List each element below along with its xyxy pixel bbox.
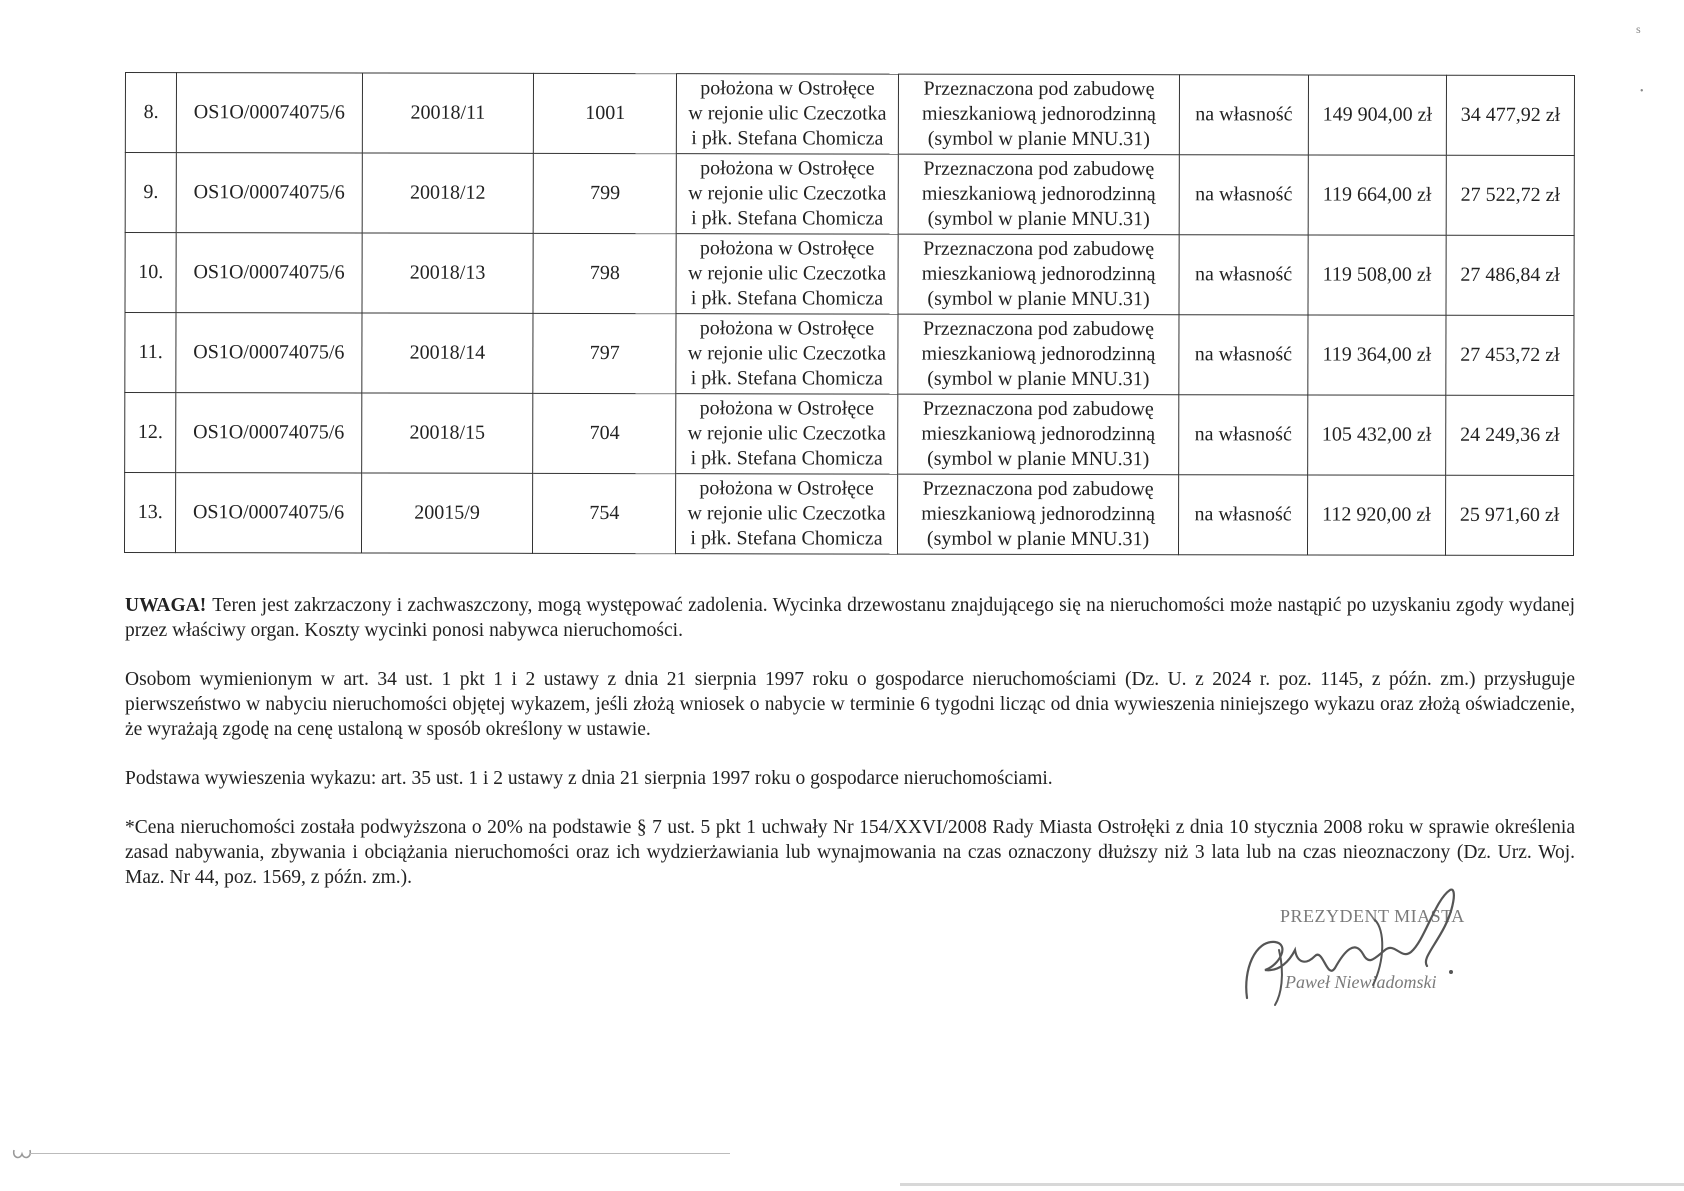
location-cell bbox=[677, 74, 899, 154]
row-number-cell: 11. bbox=[125, 313, 177, 393]
purpose-line: Przeznaczona pod zabudowę bbox=[922, 477, 1154, 501]
table-row bbox=[125, 73, 1574, 156]
purpose-line: mieszkaniową jednorodzinną bbox=[921, 182, 1156, 206]
row-number-cell: 10. bbox=[125, 233, 177, 313]
purpose-cell bbox=[897, 394, 1179, 475]
location-cell bbox=[676, 154, 898, 234]
handwritten-signature-icon bbox=[1235, 880, 1495, 1010]
scan-mark-icon bbox=[10, 1144, 40, 1164]
location-line: w rejonie ulic Czeczotka bbox=[687, 502, 886, 525]
purpose-line: mieszkaniową jednorodzinną bbox=[921, 262, 1156, 286]
tax-cell: 25 971,60 zł bbox=[1446, 475, 1574, 555]
footer-line bbox=[30, 1153, 730, 1154]
land-register-cell: OS1O/00074075/6 bbox=[177, 153, 362, 233]
purpose-line: Przeznaczona pod zabudowę bbox=[923, 157, 1155, 181]
ownership-cell: na własność bbox=[1180, 75, 1309, 155]
location-line: i płk. Stefana Chomicza bbox=[690, 287, 884, 310]
land-register-cell: OS1O/00074075/6 bbox=[176, 393, 361, 473]
purpose-line: (symbol w planie MNU.31) bbox=[927, 367, 1150, 391]
table-row bbox=[125, 393, 1574, 476]
land-register-cell: OS1O/00074075/6 bbox=[176, 233, 361, 313]
price-cell: 105 432,00 zł bbox=[1307, 395, 1446, 475]
location-cell bbox=[676, 394, 898, 474]
purpose-line: (symbol w planie MNU.31) bbox=[927, 287, 1150, 311]
property-listing-table bbox=[124, 72, 1575, 556]
location-line: w rejonie ulic Czeczotka bbox=[687, 262, 887, 285]
location-line: w rejonie ulic Czeczotka bbox=[687, 422, 886, 445]
table-row bbox=[125, 313, 1574, 396]
location-line: położona w Ostrołęce bbox=[699, 397, 875, 420]
tax-cell: 34 477,92 zł bbox=[1446, 75, 1574, 155]
price-cell: 119 364,00 zł bbox=[1308, 315, 1447, 395]
price-cell: 119 664,00 zł bbox=[1308, 155, 1447, 235]
area-cell: 797 bbox=[533, 313, 676, 393]
location-cell bbox=[676, 474, 898, 554]
purpose-cell bbox=[898, 154, 1180, 235]
row-number-cell: 13. bbox=[124, 473, 176, 553]
location-line: położona w Ostrołęce bbox=[699, 477, 874, 500]
scan-edge-shadow bbox=[900, 1183, 1684, 1186]
ownership-cell: na własność bbox=[1179, 395, 1308, 475]
warning-paragraph bbox=[125, 593, 1575, 643]
purpose-cell bbox=[898, 314, 1180, 395]
priority-paragraph: Osobom wymienionym w art. 34 ust. 1 pkt 1 i 2 ustawy z dnia 21 sierpnia 1997 roku o gospodarce nieruchomościami (Dz. U. z 2024 r. poz. 1145, z późn. zm.) przysługuje pierwszeństwo w nabyciu nieruchomości objętej wykazem, jeśli złożą wniosek o nabycie w terminie 6 tygodni licząc od dnia wywieszenia niniejszego wykazu oraz złożą oświadczenie, że wyrażają zgodę na cenę ustaloną w sposób określony w ustawie. bbox=[125, 669, 1575, 740]
purpose-line: (symbol w planie MNU.31) bbox=[927, 447, 1150, 471]
area-cell: 704 bbox=[533, 393, 676, 473]
purpose-line: Przeznaczona pod zabudowę bbox=[923, 77, 1155, 101]
purpose-line: Przeznaczona pod zabudowę bbox=[922, 317, 1155, 341]
location-line: i płk. Stefana Chomicza bbox=[690, 527, 883, 550]
location-cell bbox=[676, 314, 898, 394]
price-cell: 149 904,00 zł bbox=[1308, 75, 1447, 155]
land-register-cell: OS1O/00074075/6 bbox=[177, 73, 362, 153]
location-line: położona w Ostrołęce bbox=[699, 317, 875, 340]
row-number-cell: 9. bbox=[125, 153, 177, 233]
area-cell: 798 bbox=[533, 233, 676, 313]
price-note-paragraph: *Cena nieruchomości została podwyższona o 20% na podstawie § 7 ust. 5 pkt 1 uchwały Nr 154/XXVI/2008 Rady Miasta Ostrołęki z dnia 10 stycznia 2008 roku w sprawie określenia zasad nabywania, zbywania i obciążania nieruchomości oraz ich wydzierżawiania lub wynajmowania na czas oznaczony dłuższy niż 3 lata lub na czas nieoznaczony (Dz. Urz. Woj. Maz. Nr 44, poz. 1569, z późn. zm.). bbox=[125, 817, 1575, 888]
location-line: położona w Ostrołęce bbox=[700, 77, 875, 100]
table-body bbox=[124, 73, 1574, 556]
ownership-cell: na własność bbox=[1179, 315, 1308, 395]
tax-cell: 27 486,84 zł bbox=[1446, 235, 1574, 315]
warning-label: UWAGA! bbox=[125, 595, 207, 616]
purpose-line: mieszkaniową jednorodzinną bbox=[922, 102, 1156, 126]
purpose-line: Przeznaczona pod zabudowę bbox=[923, 237, 1155, 261]
location-line: położona w Ostrołęce bbox=[699, 237, 875, 260]
table-row bbox=[125, 153, 1574, 236]
basis-paragraph: Podstawa wywieszenia wykazu: art. 35 ust. 1 i 2 ustawy z dnia 21 sierpnia 1997 roku o gospodarce nieruchomościami. bbox=[125, 768, 1053, 789]
table-row bbox=[124, 473, 1573, 556]
signature-stamp bbox=[1235, 880, 1495, 1010]
plot-number-cell: 20018/15 bbox=[361, 393, 533, 473]
page-mark-dot: • bbox=[1640, 86, 1644, 97]
row-number-cell: 12. bbox=[125, 393, 177, 473]
purpose-line: (symbol w planie MNU.31) bbox=[927, 207, 1150, 231]
page-mark: s bbox=[1636, 22, 1641, 36]
area-cell: 1001 bbox=[534, 73, 677, 153]
tax-cell: 24 249,36 zł bbox=[1446, 395, 1574, 475]
purpose-cell bbox=[898, 234, 1180, 315]
location-line: w rejonie ulic Czeczotka bbox=[688, 102, 887, 125]
plot-number-cell: 20018/12 bbox=[362, 153, 534, 233]
price-cell: 112 920,00 zł bbox=[1307, 475, 1446, 555]
tax-cell: 27 522,72 zł bbox=[1446, 155, 1574, 235]
signature-name: Paweł Niewiadomski bbox=[1285, 972, 1437, 992]
plot-number-cell: 20018/14 bbox=[361, 313, 533, 393]
table-row bbox=[125, 233, 1574, 316]
plot-number-cell: 20018/11 bbox=[362, 73, 534, 153]
purpose-cell bbox=[898, 74, 1180, 155]
signature-title: PREZYDENT MIASTA bbox=[1280, 906, 1465, 926]
purpose-line: (symbol w planie MNU.31) bbox=[927, 127, 1151, 151]
location-cell bbox=[676, 234, 898, 314]
tax-cell: 27 453,72 zł bbox=[1446, 315, 1574, 395]
area-cell: 754 bbox=[533, 473, 676, 553]
purpose-line: Przeznaczona pod zabudowę bbox=[922, 397, 1154, 421]
location-line: i płk. Stefana Chomicza bbox=[690, 447, 883, 470]
ownership-cell: na własność bbox=[1179, 475, 1308, 555]
land-register-cell: OS1O/00074075/6 bbox=[176, 473, 361, 553]
ownership-cell: na własność bbox=[1179, 155, 1308, 235]
land-register-cell: OS1O/00074075/6 bbox=[176, 313, 361, 393]
plot-number-cell: 20015/9 bbox=[361, 473, 533, 553]
area-cell: 799 bbox=[534, 153, 677, 233]
purpose-line: (symbol w planie MNU.31) bbox=[926, 527, 1150, 551]
location-line: i płk. Stefana Chomicza bbox=[691, 207, 884, 230]
price-cell: 119 508,00 zł bbox=[1308, 235, 1447, 315]
location-line: położona w Ostrołęce bbox=[700, 157, 875, 180]
ownership-cell: na własność bbox=[1179, 235, 1308, 315]
purpose-line: mieszkaniową jednorodzinną bbox=[921, 502, 1156, 526]
location-line: w rejonie ulic Czeczotka bbox=[688, 182, 887, 205]
plot-number-cell: 20018/13 bbox=[362, 233, 534, 313]
purpose-line: mieszkaniową jednorodzinną bbox=[921, 422, 1156, 446]
purpose-cell bbox=[897, 474, 1179, 555]
purpose-line: mieszkaniową jednorodzinną bbox=[921, 342, 1156, 366]
location-line: i płk. Stefana Chomicza bbox=[690, 367, 883, 390]
notes-section bbox=[125, 593, 1575, 914]
row-number-cell: 8. bbox=[125, 73, 177, 153]
location-line: w rejonie ulic Czeczotka bbox=[687, 342, 887, 365]
location-line: i płk. Stefana Chomicza bbox=[691, 127, 884, 150]
warning-text: Teren jest zakrzaczony i zachwaszczony, mogą występować zadolenia. Wycinka drzewostanu znajdującego się na nieruchomości może nastąpić po uzyskaniu zgody wydanej przez właściwy organ. Koszty wycinki ponosi nabywca nieruchomości. bbox=[125, 595, 1575, 641]
